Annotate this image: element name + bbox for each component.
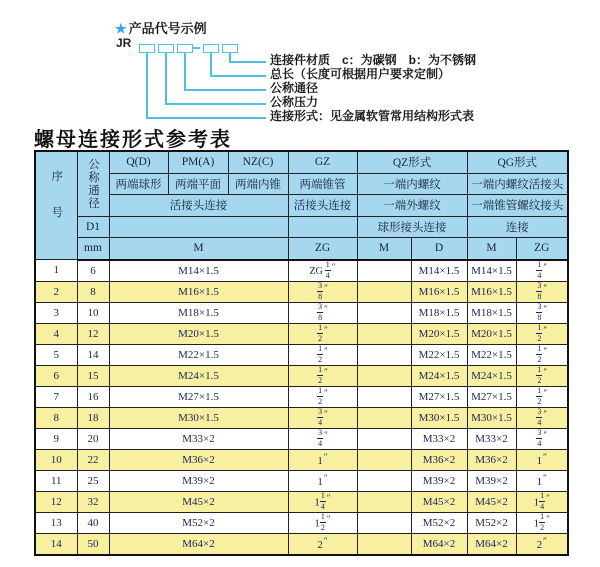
cell-m: M30×1.5 (109, 407, 288, 428)
cell-dn: 32 (77, 491, 109, 512)
code-dash (192, 47, 200, 49)
header-qz-code: QZ形式 (357, 151, 467, 173)
cell-dn: 25 (77, 470, 109, 491)
table-header (35, 151, 568, 260)
cell-seq: 9 (35, 428, 77, 449)
callout-line-v (210, 52, 212, 75)
table-row (35, 407, 568, 428)
cell-qg-m: M27×1.5 (467, 386, 516, 407)
cell-seq: 10 (35, 449, 77, 470)
cell-dn: 14 (77, 344, 109, 365)
cell-qz-m (357, 386, 411, 407)
cell-dn: 15 (77, 365, 109, 386)
cell-qz-m (357, 365, 411, 386)
cell-m: M20×1.5 (109, 323, 288, 344)
table-row (35, 491, 568, 512)
cell-gz: $\frac{3}{4}$ ″ (288, 407, 357, 428)
cell-qg-zg: $\frac{3}{4}$ ″ (516, 407, 568, 428)
cell-qz-d: M14×1.5 (411, 260, 467, 282)
cell-seq: 14 (35, 533, 77, 555)
table-row (35, 449, 568, 470)
header-qz-row3: 一端外螺纹 (357, 195, 467, 217)
header-d1: D1 (77, 216, 109, 238)
cell-qg-m: M64×2 (467, 533, 516, 555)
header-blank-gz (288, 216, 357, 238)
cell-qz-m (357, 302, 411, 323)
cell-m: M24×1.5 (109, 365, 288, 386)
cell-qz-m (357, 512, 411, 533)
cell-qz-d: M20×1.5 (411, 323, 467, 344)
cell-dn: 40 (77, 512, 109, 533)
cell-seq: 1 (35, 260, 77, 282)
cell-qz-d: M39×2 (411, 470, 467, 491)
callout-line-h (146, 117, 266, 119)
header-qg-row2: 一端内螺纹活接头 (467, 173, 568, 195)
cell-qz-m (357, 449, 411, 470)
table-title: 螺母连接形式参考表 (34, 127, 232, 151)
cell-dn: 18 (77, 407, 109, 428)
cell-qg-m: M20×1.5 (467, 323, 516, 344)
cell-m: M64×2 (109, 533, 288, 555)
cell-gz: 1 $\frac{1}{4}$ ″ (288, 491, 357, 512)
cell-gz: $\frac{3}{4}$ ″ (288, 428, 357, 449)
table-row (35, 386, 568, 407)
cell-m: M22×1.5 (109, 344, 288, 365)
callout-line-v (229, 52, 231, 61)
callout-line-v (165, 52, 167, 103)
callout-line-h (184, 89, 266, 91)
cell-qg-m: M30×1.5 (467, 407, 516, 428)
table-row (35, 533, 568, 555)
cell-m: M39×2 (109, 470, 288, 491)
cell-qg-zg: 1 $\frac{1}{2}$ ″ (516, 512, 568, 533)
cell-dn: 50 (77, 533, 109, 555)
cell-m: M45×2 (109, 491, 288, 512)
cell-qz-m (357, 533, 411, 555)
cell-gz: $\frac{1}{2}$ ″ (288, 386, 357, 407)
callout-label: 公称压力 (270, 95, 319, 109)
star-icon: ★ (115, 21, 127, 36)
header-qz-row2: 一端内螺纹 (357, 173, 467, 195)
cell-m: M16×1.5 (109, 281, 288, 302)
header-q-ends: 两端球形 (109, 173, 168, 195)
cell-gz: $\frac{1}{2}$ ″ (288, 344, 357, 365)
cell-gz: ZG $\frac{1}{4}$ ″ (288, 260, 357, 282)
header-qz-row4: 球形接头连接 (357, 216, 467, 238)
cell-qz-d: M16×1.5 (411, 281, 467, 302)
cell-seq: 8 (35, 407, 77, 428)
cell-m: M52×2 (109, 512, 288, 533)
cell-qg-m: M39×2 (467, 470, 516, 491)
header-qg-row3: 一端锥管螺纹接头 (467, 195, 568, 217)
header-qz-d: D (411, 238, 467, 260)
cell-gz: $\frac{1}{2}$ ″ (288, 365, 357, 386)
cell-qg-zg: $\frac{1}{4}$ ″ (516, 260, 568, 282)
cell-qz-m (357, 470, 411, 491)
cell-qz-d: M27×1.5 (411, 386, 467, 407)
product-code-prefix: JR (116, 36, 132, 50)
cell-qz-m (357, 344, 411, 365)
cell-qz-d: M30×1.5 (411, 407, 467, 428)
header-qg-row4: 连接 (467, 216, 568, 238)
callout-label: 总长（长度可根据用户要求定制） (270, 67, 451, 81)
cell-qz-d: M52×2 (411, 512, 467, 533)
cell-dn: 16 (77, 386, 109, 407)
cell-qg-m: M16×1.5 (467, 281, 516, 302)
cell-qg-m: M18×1.5 (467, 302, 516, 323)
cell-qz-d: M18×1.5 (411, 302, 467, 323)
cell-m: M18×1.5 (109, 302, 288, 323)
cell-gz: $\frac{1}{2}$ ″ (288, 323, 357, 344)
cell-dn: 10 (77, 302, 109, 323)
cell-seq: 5 (35, 344, 77, 365)
header-seq: 序号 (35, 151, 77, 260)
table-row (35, 323, 568, 344)
cell-qg-zg: 1″ (516, 449, 568, 470)
cell-qg-zg: $\frac{3}{8}$ ″ (516, 302, 568, 323)
cell-qg-zg: 2″ (516, 533, 568, 555)
header-gz-ends: 两端锥管 (288, 173, 357, 195)
header-blank-qpn (109, 216, 288, 238)
cell-gz: 1″ (288, 470, 357, 491)
callout-label: 连接形式：见金属软管常用结构形式表 (270, 109, 475, 123)
cell-qz-m (357, 491, 411, 512)
cell-seq: 6 (35, 365, 77, 386)
header-q-code: Q(D) (109, 151, 168, 173)
diagram-title-text: 产品代号示例 (128, 21, 207, 36)
table-row (35, 428, 568, 449)
nut-connection-table (34, 150, 569, 556)
cell-qz-d: M22×1.5 (411, 344, 467, 365)
cell-seq: 13 (35, 512, 77, 533)
cell-m: M14×1.5 (109, 260, 288, 282)
cell-qz-d: M45×2 (411, 491, 467, 512)
callout-line-v (184, 52, 186, 89)
cell-qg-m: M52×2 (467, 512, 516, 533)
header-unit-zg: ZG (288, 238, 357, 260)
cell-dn: 12 (77, 323, 109, 344)
cell-gz: $\frac{3}{8}$ ″ (288, 302, 357, 323)
cell-gz: 2″ (288, 533, 357, 555)
cell-qz-m (357, 260, 411, 282)
cell-qg-m: M14×1.5 (467, 260, 516, 282)
callout-line-h (229, 61, 266, 63)
header-mm: mm (77, 238, 109, 260)
callout-line-h (210, 75, 266, 77)
cell-qg-m: M24×1.5 (467, 365, 516, 386)
cell-dn: 6 (77, 260, 109, 282)
cell-m: M36×2 (109, 449, 288, 470)
cell-qz-m (357, 281, 411, 302)
table-row (35, 260, 568, 282)
header-union-connect: 活接头连接 (109, 195, 288, 217)
cell-qz-m (357, 407, 411, 428)
cell-qz-d: M64×2 (411, 533, 467, 555)
header-pm-ends: 两端平面 (168, 173, 228, 195)
cell-m: M33×2 (109, 428, 288, 449)
cell-seq: 2 (35, 281, 77, 302)
header-gz-row3: 活接头连接 (288, 195, 357, 217)
cell-qz-d: M24×1.5 (411, 365, 467, 386)
cell-qg-zg: 1″ (516, 470, 568, 491)
table-row (35, 344, 568, 365)
cell-qz-m (357, 323, 411, 344)
cell-qz-m (357, 428, 411, 449)
table-row (35, 365, 568, 386)
table-row (35, 512, 568, 533)
cell-qg-zg: $\frac{3}{8}$ ″ (516, 281, 568, 302)
cell-qg-zg: 1 $\frac{1}{4}$ ″ (516, 491, 568, 512)
cell-qg-zg: $\frac{1}{2}$ ″ (516, 323, 568, 344)
cell-gz: 1″ (288, 449, 357, 470)
cell-qg-zg: $\frac{1}{2}$ ″ (516, 386, 568, 407)
callout-line-h (165, 103, 266, 105)
table-row (35, 470, 568, 491)
header-qg-code: QG形式 (467, 151, 568, 173)
cell-qg-m: M36×2 (467, 449, 516, 470)
cell-seq: 4 (35, 323, 77, 344)
cell-dn: 8 (77, 281, 109, 302)
callout-line-v (146, 52, 148, 117)
header-gz-code: GZ (288, 151, 357, 173)
cell-qg-m: M22×1.5 (467, 344, 516, 365)
cell-dn: 20 (77, 428, 109, 449)
table-row (35, 302, 568, 323)
cell-m: M27×1.5 (109, 386, 288, 407)
header-nz-code: NZ(C) (228, 151, 288, 173)
header-qg-m: M (467, 238, 516, 260)
callout-label: 连接件材质 c：为碳钢 b：为不锈钢 (270, 53, 477, 67)
cell-dn: 22 (77, 449, 109, 470)
cell-seq: 12 (35, 491, 77, 512)
header-nz-ends: 两端内锥 (228, 173, 288, 195)
diagram-title (115, 18, 207, 37)
cell-qz-d: M36×2 (411, 449, 467, 470)
header-qz-m: M (357, 238, 411, 260)
cell-qg-m: M33×2 (467, 428, 516, 449)
header-unit-m: M (109, 238, 288, 260)
header-pm-code: PM(A) (168, 151, 228, 173)
cell-seq: 7 (35, 386, 77, 407)
header-dn: 公称通径 (77, 151, 109, 216)
cell-qg-zg: $\frac{3}{4}$ ″ (516, 428, 568, 449)
cell-qg-zg: $\frac{1}{2}$ ″ (516, 344, 568, 365)
table-row (35, 281, 568, 302)
cell-qz-d: M33×2 (411, 428, 467, 449)
callout-label: 公称通径 (270, 81, 319, 95)
cell-qg-zg: $\frac{1}{2}$ ″ (516, 365, 568, 386)
cell-gz: 1 $\frac{1}{2}$ ″ (288, 512, 357, 533)
cell-seq: 3 (35, 302, 77, 323)
table-body (35, 260, 568, 555)
cell-qg-m: M45×2 (467, 491, 516, 512)
cell-seq: 11 (35, 470, 77, 491)
header-qg-zg: ZG (516, 238, 568, 260)
cell-gz: $\frac{3}{8}$ ″ (288, 281, 357, 302)
